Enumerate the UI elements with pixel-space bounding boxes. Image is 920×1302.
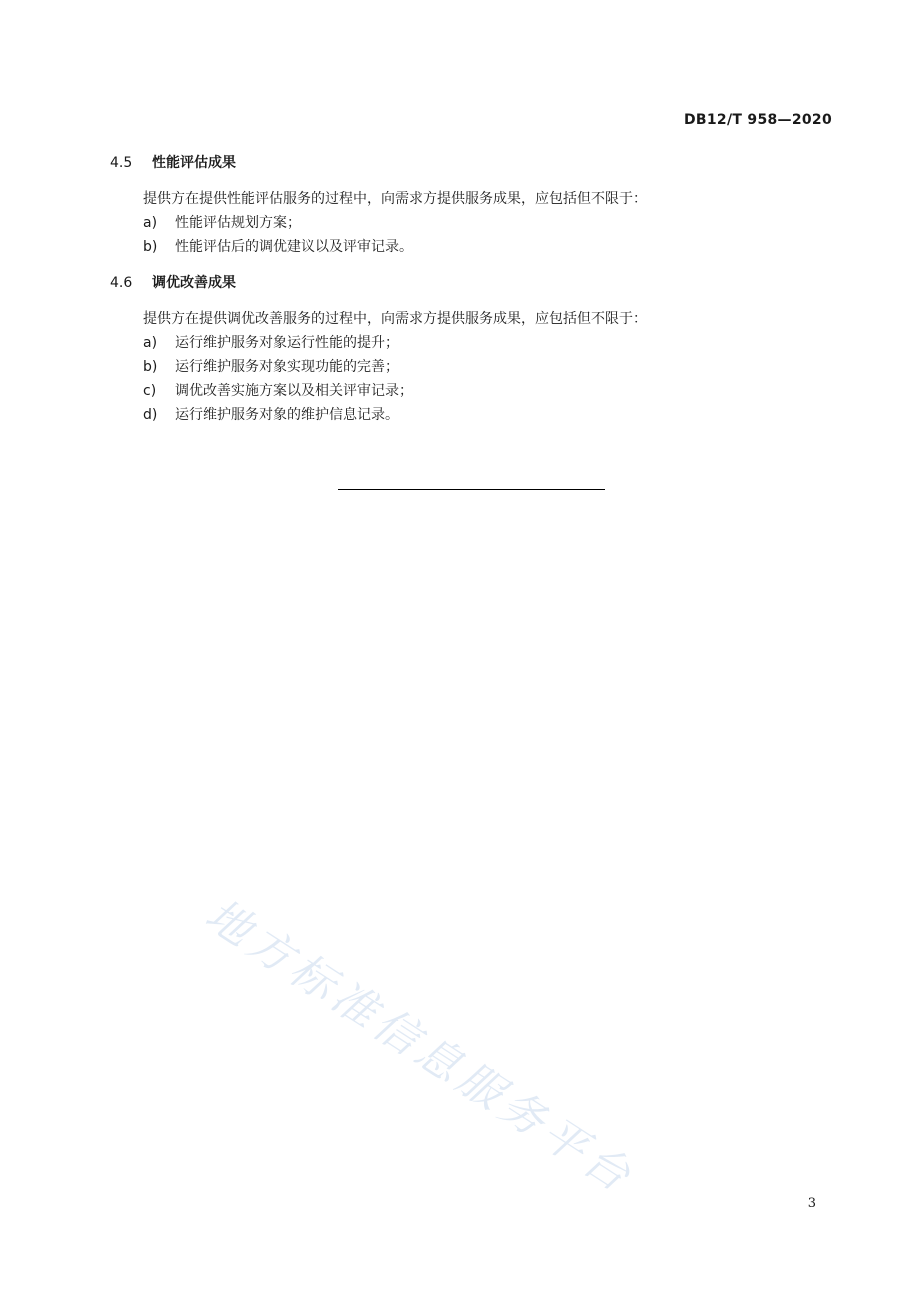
list-marker: b) bbox=[143, 239, 158, 255]
list-marker: c) bbox=[143, 383, 157, 399]
list-text: 运行维护服务对象的维护信息记录。 bbox=[175, 407, 399, 423]
section-heading-4-6 bbox=[110, 272, 236, 292]
list-item bbox=[143, 212, 301, 232]
list-item bbox=[143, 404, 399, 424]
section-intro-4-5: 提供方在提供性能评估服务的过程中，向需求方提供服务成果，应包括但不限于： bbox=[143, 191, 647, 207]
list-marker: b) bbox=[143, 359, 158, 375]
list-text: 调优改善实施方案以及相关评审记录； bbox=[175, 383, 413, 399]
section-heading-4-5 bbox=[110, 152, 236, 172]
list-text: 性能评估后的调优建议以及评审记录。 bbox=[175, 239, 413, 255]
list-item bbox=[143, 332, 399, 352]
list-item bbox=[143, 356, 399, 376]
watermark: 地方标准信息服务平台 bbox=[196, 889, 644, 1205]
section-title: 性能评估成果 bbox=[152, 155, 236, 171]
end-rule bbox=[338, 489, 605, 490]
list-text: 性能评估规划方案； bbox=[175, 215, 301, 231]
list-text: 运行维护服务对象实现功能的完善； bbox=[175, 359, 399, 375]
list-marker: a) bbox=[143, 215, 158, 231]
section-intro-4-6: 提供方在提供调优改善服务的过程中，向需求方提供服务成果，应包括但不限于： bbox=[143, 311, 647, 327]
document-code: DB12/T 958—2020 bbox=[684, 112, 832, 128]
page-number: 3 bbox=[807, 1196, 816, 1211]
list-item bbox=[143, 236, 413, 256]
list-marker: a) bbox=[143, 335, 158, 351]
section-number: 4.5 bbox=[110, 155, 133, 171]
list-text: 运行维护服务对象运行性能的提升； bbox=[175, 335, 399, 351]
list-item bbox=[143, 380, 413, 400]
section-title: 调优改善成果 bbox=[152, 275, 236, 291]
list-marker: d) bbox=[143, 407, 158, 423]
section-number: 4.6 bbox=[110, 275, 133, 291]
